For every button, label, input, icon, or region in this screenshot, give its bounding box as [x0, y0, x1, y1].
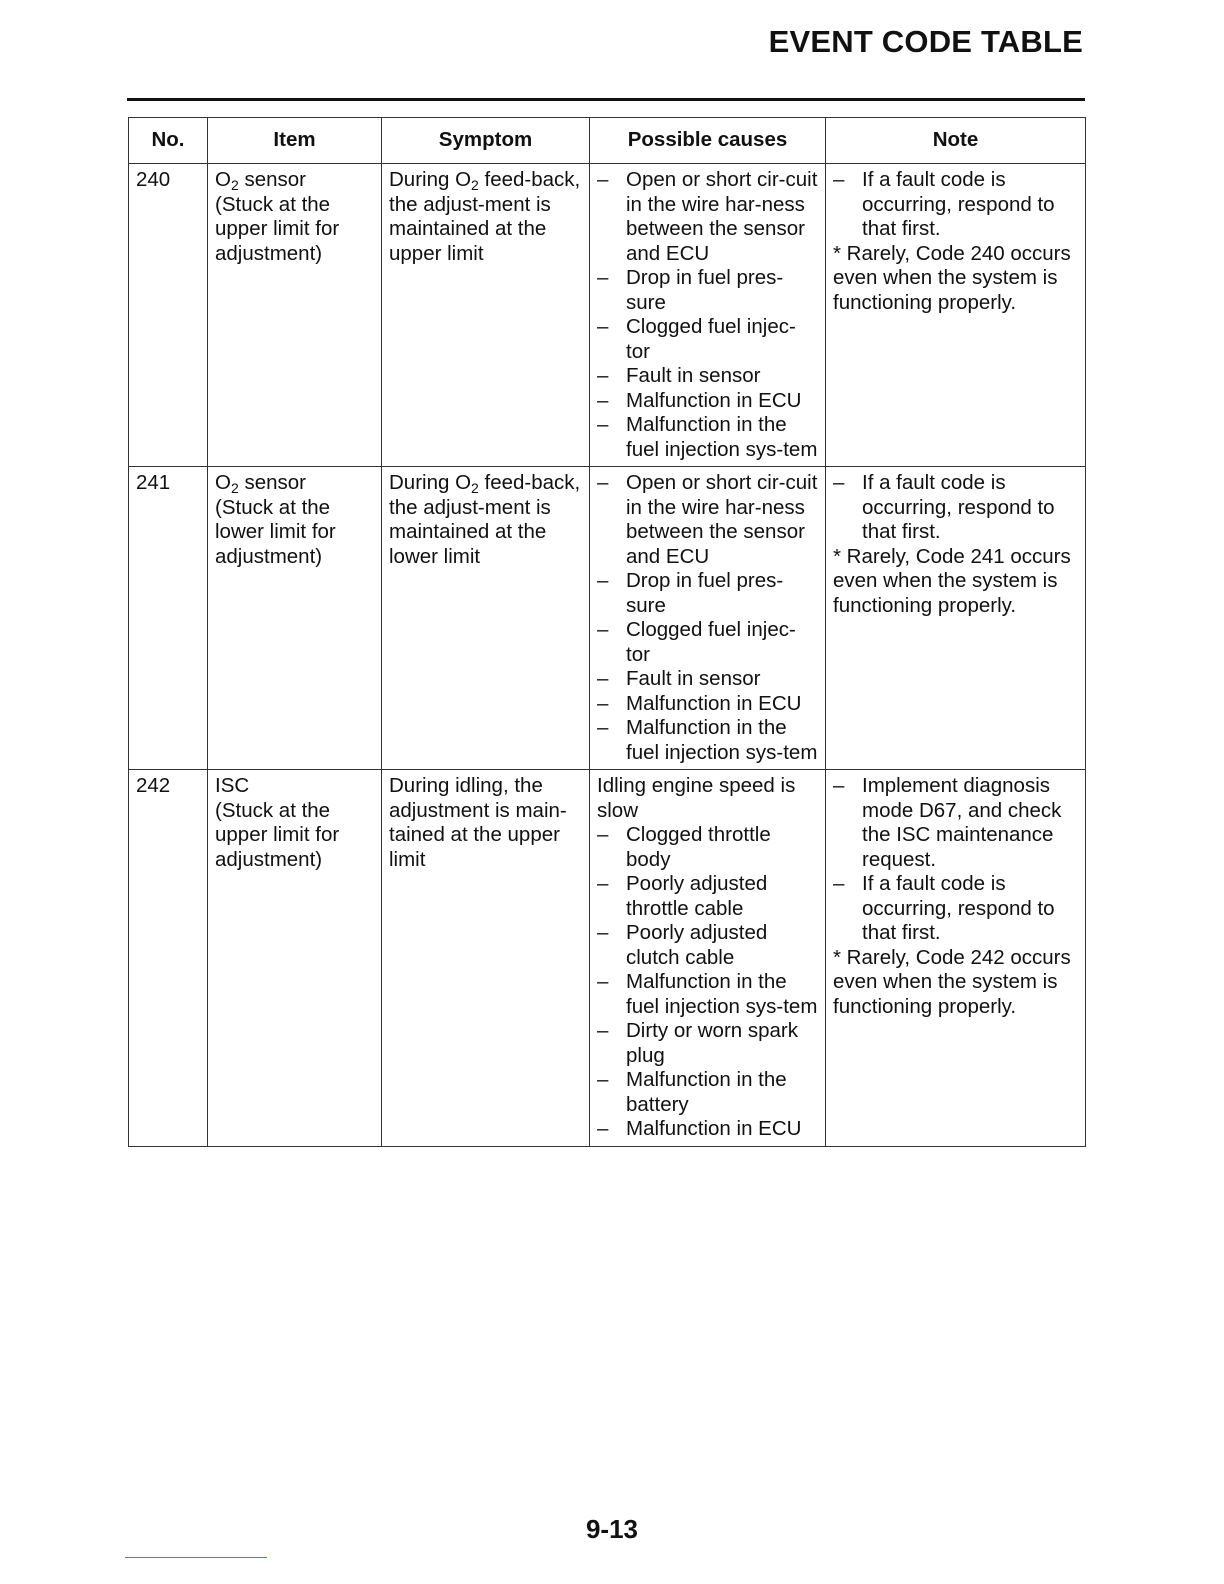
notes-list — [833, 774, 1079, 946]
event-code-number: 240 — [129, 164, 208, 467]
column-header-item: Item — [208, 118, 382, 164]
column-header-possible-causes: Possible causes — [590, 118, 826, 164]
symptom-text: During O — [389, 471, 472, 494]
cause-item: – Dirty or worn spark plug — [597, 1019, 819, 1068]
table-row — [129, 770, 1086, 1147]
page-number: 9-13 — [585, 1514, 639, 1544]
cause-item: – Poorly adjusted throttle cable — [597, 872, 819, 921]
event-code-number: 242 — [129, 770, 208, 1147]
cause-item: – Malfunction in ECU — [597, 692, 819, 717]
table-header-row — [129, 118, 1086, 164]
notes-list — [833, 471, 1079, 545]
causes-lead: Idling engine speed is slow — [597, 774, 796, 822]
note-cell — [826, 770, 1086, 1147]
causes-list — [597, 823, 819, 1142]
cause-item: – Open or short cir-cuit in the wire har-ness between the sensor and ECU — [597, 471, 819, 569]
notes-list — [833, 168, 1079, 242]
note-cell — [826, 467, 1086, 770]
table-row — [129, 467, 1086, 770]
footer-divider — [125, 1557, 267, 1558]
symptom-text-suffix: feed-back, the adjust-ment is maintained at the lower limit — [389, 471, 581, 568]
cause-item: – Drop in fuel pres-sure — [597, 266, 819, 315]
column-header-symptom: Symptom — [382, 118, 590, 164]
item-title-suffix: sensor — [238, 471, 306, 494]
item-detail: (Stuck at the upper limit for adjustment) — [215, 798, 340, 871]
note-remark: * Rarely, Code 241 occurs even when the system is functioning properly. — [833, 544, 1071, 617]
title-divider — [127, 98, 1085, 101]
note-item: – If a fault code is occurring, respond to that first. — [833, 872, 1079, 946]
cause-item: – Clogged fuel injec-tor — [597, 315, 819, 364]
cause-item: – Malfunction in the fuel injection sys-tem — [597, 716, 819, 765]
cause-item: – Malfunction in the fuel injection sys-tem — [597, 970, 819, 1019]
item-title — [215, 168, 375, 193]
note-cell — [826, 164, 1086, 467]
item-title-subscript: 2 — [230, 480, 239, 496]
item-cell — [208, 467, 382, 770]
possible-causes-cell — [590, 467, 826, 770]
symptom-subscript: 2 — [471, 480, 479, 496]
item-title — [215, 471, 375, 496]
item-cell — [208, 770, 382, 1147]
item-detail: (Stuck at the lower limit for adjustment) — [215, 495, 336, 568]
cause-item: – Malfunction in ECU — [597, 1117, 819, 1142]
item-title-text: ISC — [215, 774, 250, 797]
symptom-text: During O — [389, 168, 472, 191]
page-title: EVENT CODE TABLE — [768, 24, 1083, 59]
symptom-cell — [382, 164, 590, 467]
item-cell — [208, 164, 382, 467]
cause-item: – Fault in sensor — [597, 364, 819, 389]
note-item: – Implement diagnosis mode D67, and check the ISC maintenance request. — [833, 774, 1079, 872]
cause-item: – Clogged throttle body — [597, 823, 819, 872]
symptom-subscript: 2 — [471, 177, 479, 193]
event-code-table — [128, 117, 1086, 1147]
symptom-text-suffix: feed-back, the adjust-ment is maintained at the upper limit — [389, 168, 581, 265]
cause-item: – Fault in sensor — [597, 667, 819, 692]
item-title-suffix: sensor — [238, 168, 306, 191]
cause-item: – Clogged fuel injec-tor — [597, 618, 819, 667]
item-title-subscript: 2 — [230, 177, 239, 193]
cause-item: – Malfunction in the fuel injection sys-tem — [597, 413, 819, 462]
cause-item: – Malfunction in ECU — [597, 389, 819, 414]
causes-list — [597, 471, 819, 765]
item-title-text: O — [215, 471, 231, 494]
event-code-number: 241 — [129, 467, 208, 770]
cause-item: – Malfunction in the battery — [597, 1068, 819, 1117]
symptom-cell — [382, 770, 590, 1147]
causes-list — [597, 168, 819, 462]
column-header-no: No. — [129, 118, 208, 164]
item-detail: (Stuck at the upper limit for adjustment) — [215, 192, 340, 265]
item-title-text: O — [215, 168, 231, 191]
possible-causes-cell — [590, 164, 826, 467]
note-remark: * Rarely, Code 242 occurs even when the system is functioning properly. — [833, 945, 1071, 1018]
symptom-cell — [382, 467, 590, 770]
table-row — [129, 164, 1086, 467]
note-item: – If a fault code is occurring, respond to that first. — [833, 471, 1079, 545]
note-item: – If a fault code is occurring, respond to that first. — [833, 168, 1079, 242]
cause-item: – Open or short cir-cuit in the wire har-ness between the sensor and ECU — [597, 168, 819, 266]
column-header-note: Note — [826, 118, 1086, 164]
symptom-text: During idling, the adjustment is main-tained at the upper limit — [389, 774, 567, 871]
cause-item: – Drop in fuel pres-sure — [597, 569, 819, 618]
note-remark: * Rarely, Code 240 occurs even when the system is functioning properly. — [833, 241, 1071, 314]
cause-item: – Poorly adjusted clutch cable — [597, 921, 819, 970]
item-title — [215, 774, 375, 799]
possible-causes-cell — [590, 770, 826, 1147]
